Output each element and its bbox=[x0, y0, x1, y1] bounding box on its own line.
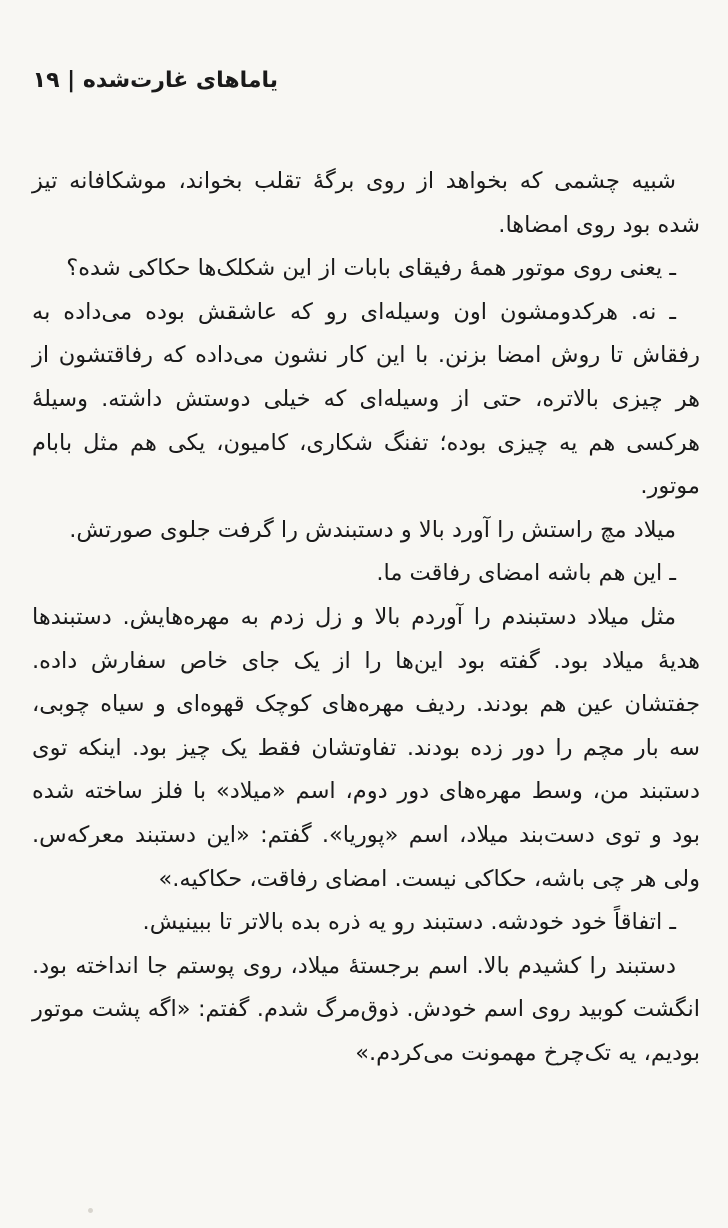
paragraph-7: ـ اتفاقاً خود خودشه. دستبند رو یه ذره بده بالاتر تا ببینیش. bbox=[142, 909, 676, 936]
paragraph-8: دستبند را کشیدم بالا. اسم برجستهٔ میلاد، روی پوستم جا انداخته بود. انگشت کوبید روی اسم خودش. ذوق‌مرگ شدم. گفتم: «اگه پشت موتور بودیم، یه تک‌چرخ مهمونت می‌کردم.» bbox=[32, 952, 700, 1066]
paragraph-1: شبیه چشمی که بخواهد از روی برگهٔ تقلب بخواند، موشکافانه تیز شده بود روی امضاها. bbox=[32, 168, 700, 238]
body-text bbox=[32, 160, 700, 1075]
page-speck bbox=[88, 1208, 93, 1213]
running-header: یاماهای غارت‌شده | ۱۹ bbox=[32, 68, 278, 93]
paragraph-2: ـ یعنی روی موتور همهٔ رفیقای بابات از این شکلک‌ها حکاکی شده؟ bbox=[66, 255, 676, 282]
paragraph-4: میلاد مچ راستش را آورد بالا و دستبندش را گرفت جلوی صورتش. bbox=[69, 516, 676, 543]
paragraph-5: ـ این هم باشه امضای رفاقت ما. bbox=[376, 560, 676, 587]
paragraph-3: ـ نه. هرکدومشون اون وسیله‌ای رو که عاشقش بوده می‌داده به رفقاش تا روش امضا بزنن. با این کار نشون می‌داده که رفاقتشون از هر چیزی بالاتره، حتی از وسیله‌ای که خیلی دوستش داشته. وسیلهٔ هرکسی هم یه چیزی بوده؛ تفنگ شکاری، کامیون، یکی هم مثل بابام موتور. bbox=[32, 298, 700, 500]
paragraph-6: مثل میلاد دستبندم را آوردم بالا و زل زدم به مهره‌هایش. دستبندها هدیهٔ میلاد بود. گفته بود این‌ها را از یک جای خاص سفارش داده. جفتشان عین هم بودند. ردیف مهره‌های کوچک قهوه‌ای و سیاه چوبی، سه بار مچم را دور زده بودند. تفاوتشان فقط یک چیز بود. اینکه توی دستبند من، وسط مهره‌های دور دوم، اسم «میلاد» با فلز ساخته شده بود و توی دست‌بند میلاد، اسم «پوریا». گفتم: «این دستبند معرکه‌س. ولی هر چی باشه، حکاکی نیست. امضای رفاقت، حکاکیه.» bbox=[32, 603, 700, 892]
